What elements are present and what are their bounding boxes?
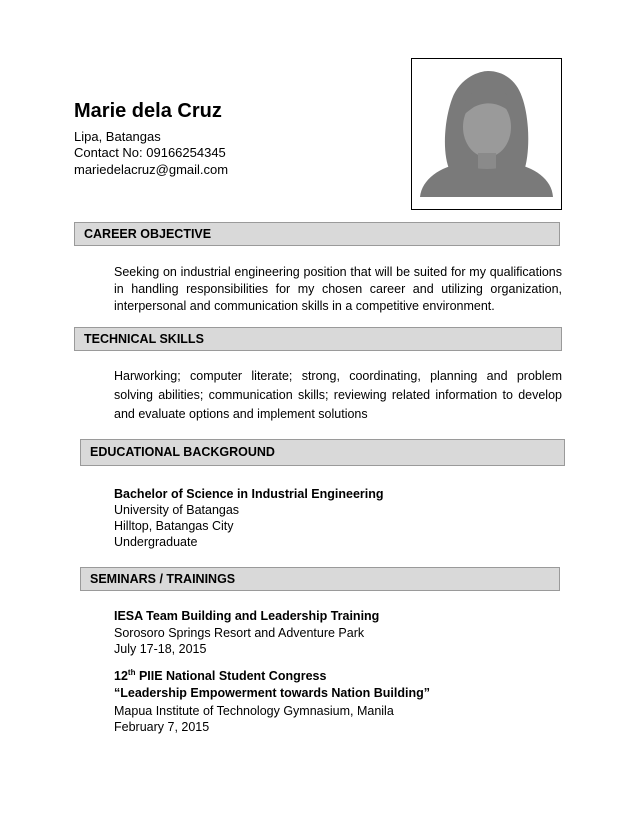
applicant-name: Marie dela Cruz xyxy=(74,100,222,122)
seminar-title: IESA Team Building and Leadership Training xyxy=(114,609,380,623)
user-silhouette-icon xyxy=(412,59,561,209)
section-educational-background: EDUCATIONAL BACKGROUND xyxy=(80,439,565,466)
school: University of Batangas xyxy=(114,503,240,517)
seminar-date: July 17-18, 2015 xyxy=(114,642,207,656)
career-objective-text: Seeking on industrial engineering position that will be suited for my qualifications in handling responsibilities for my chosen career and utilizing organization, interpersonal and communication skills in a competitive environment. xyxy=(114,265,562,313)
seminar-date: February 7, 2015 xyxy=(114,720,210,734)
address: Lipa, Batangas xyxy=(74,129,161,144)
seminar-title xyxy=(114,668,326,685)
seminar-venue: Mapua Institute of Technology Gymnasium, Manila xyxy=(114,704,394,718)
degree: Bachelor of Science in Industrial Engineering xyxy=(114,487,384,501)
technical-skills-text: Harworking; computer literate; strong, coordinating, planning and problem solving abilities; communication skills; reviewing related information to develop and evaluate options and implement solutions xyxy=(114,369,562,421)
contact-number: Contact No: 09166254345 xyxy=(74,145,226,160)
profile-photo xyxy=(411,58,562,210)
ordinal-suffix: th xyxy=(127,667,136,677)
education-status: Undergraduate xyxy=(114,535,198,549)
seminar-title-rest: PIIE National Student Congress xyxy=(135,669,327,683)
ordinal-number: 12 xyxy=(114,669,128,683)
school-location: Hilltop, Batangas City xyxy=(114,519,234,533)
seminar-theme: “Leadership Empowerment towards Nation Building” xyxy=(114,686,431,700)
seminar-venue: Sorosoro Springs Resort and Adventure Park xyxy=(114,626,365,640)
section-career-objective: CAREER OBJECTIVE xyxy=(74,222,560,246)
section-seminars-trainings: SEMINARS / TRAININGS xyxy=(80,567,560,591)
section-technical-skills: TECHNICAL SKILLS xyxy=(74,327,562,351)
email: mariedelacruz@gmail.com xyxy=(74,162,229,177)
